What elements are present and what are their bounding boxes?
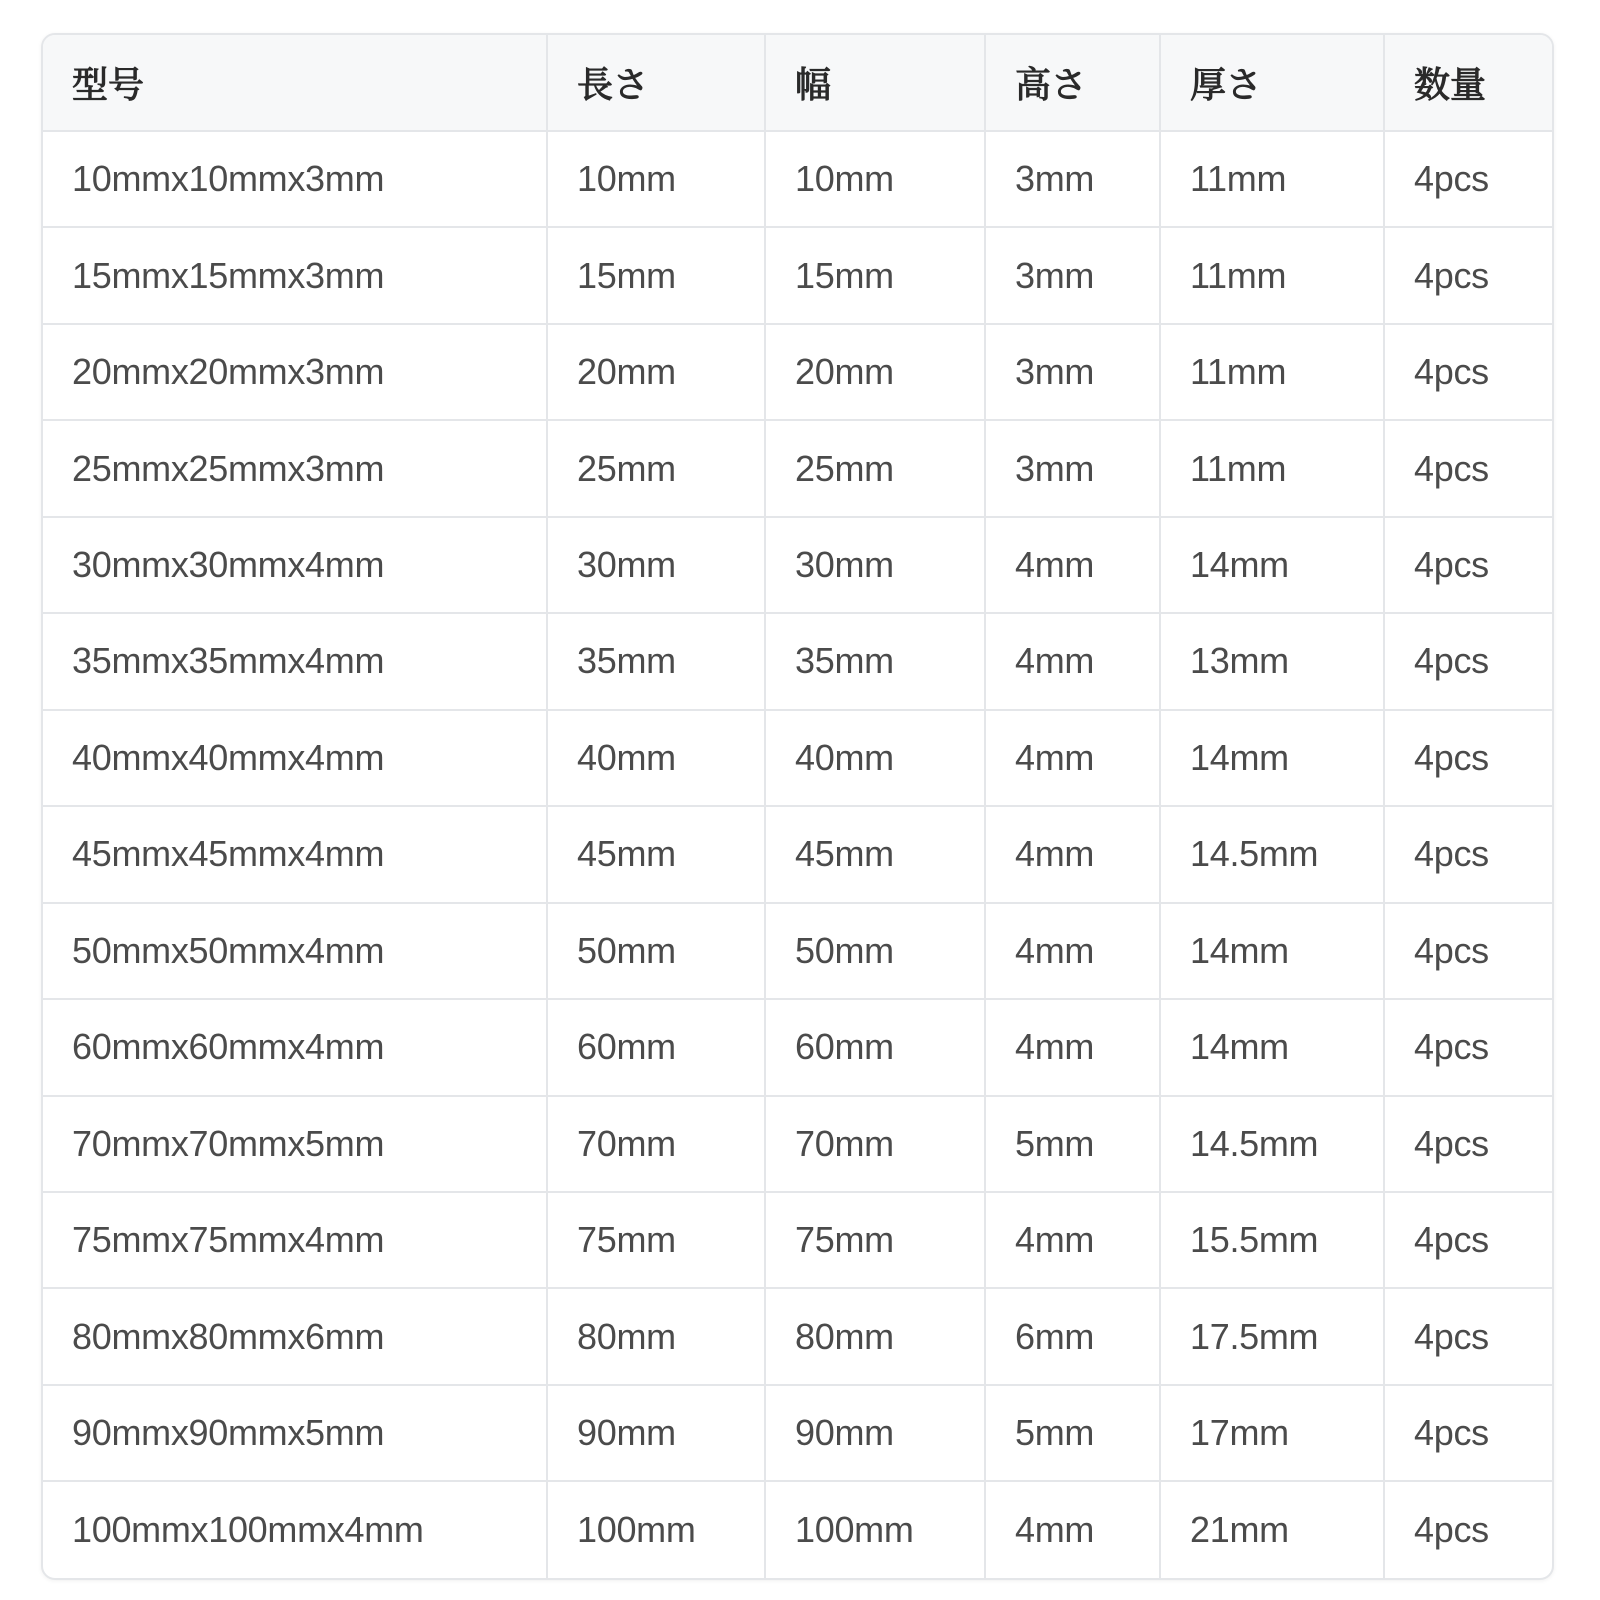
cell-width: 10mm (765, 131, 985, 227)
cell-height: 6mm (985, 1288, 1160, 1384)
cell-model: 35mmx35mmx4mm (43, 613, 547, 709)
cell-quantity: 4pcs (1384, 613, 1552, 709)
cell-model: 75mmx75mmx4mm (43, 1192, 547, 1288)
cell-model: 25mmx25mmx3mm (43, 420, 547, 516)
cell-length: 40mm (547, 710, 765, 806)
cell-quantity: 4pcs (1384, 1288, 1552, 1384)
cell-quantity: 4pcs (1384, 131, 1552, 227)
cell-model: 60mmx60mmx4mm (43, 999, 547, 1095)
cell-length: 80mm (547, 1288, 765, 1384)
table-body (43, 131, 1552, 1578)
cell-height: 4mm (985, 1192, 1160, 1288)
header-width: 幅 (765, 35, 985, 131)
cell-length: 20mm (547, 324, 765, 420)
cell-model: 80mmx80mmx6mm (43, 1288, 547, 1384)
table-row (43, 1096, 1552, 1192)
table-row (43, 324, 1552, 420)
cell-thickness: 14.5mm (1160, 806, 1384, 902)
cell-thickness: 14mm (1160, 710, 1384, 806)
cell-height: 4mm (985, 806, 1160, 902)
cell-length: 25mm (547, 420, 765, 516)
cell-quantity: 4pcs (1384, 806, 1552, 902)
spec-table-card (41, 33, 1554, 1580)
cell-height: 3mm (985, 131, 1160, 227)
cell-width: 90mm (765, 1385, 985, 1481)
cell-width: 70mm (765, 1096, 985, 1192)
cell-quantity: 4pcs (1384, 1096, 1552, 1192)
header-length: 長さ (547, 35, 765, 131)
cell-length: 100mm (547, 1481, 765, 1578)
cell-thickness: 11mm (1160, 420, 1384, 516)
cell-length: 30mm (547, 517, 765, 613)
cell-height: 4mm (985, 613, 1160, 709)
table-row (43, 517, 1552, 613)
cell-quantity: 4pcs (1384, 1192, 1552, 1288)
table-header (43, 35, 1552, 131)
cell-length: 35mm (547, 613, 765, 709)
spec-table (43, 35, 1552, 1578)
cell-width: 20mm (765, 324, 985, 420)
cell-thickness: 14.5mm (1160, 1096, 1384, 1192)
cell-thickness: 14mm (1160, 903, 1384, 999)
cell-model: 90mmx90mmx5mm (43, 1385, 547, 1481)
cell-quantity: 4pcs (1384, 710, 1552, 806)
cell-quantity: 4pcs (1384, 227, 1552, 323)
cell-height: 5mm (985, 1096, 1160, 1192)
cell-quantity: 4pcs (1384, 1385, 1552, 1481)
cell-thickness: 17.5mm (1160, 1288, 1384, 1384)
cell-length: 50mm (547, 903, 765, 999)
table-row (43, 131, 1552, 227)
cell-model: 70mmx70mmx5mm (43, 1096, 547, 1192)
cell-height: 4mm (985, 903, 1160, 999)
cell-thickness: 11mm (1160, 324, 1384, 420)
cell-width: 50mm (765, 903, 985, 999)
cell-model: 45mmx45mmx4mm (43, 806, 547, 902)
table-row (43, 1385, 1552, 1481)
header-model: 型号 (43, 35, 547, 131)
cell-width: 45mm (765, 806, 985, 902)
cell-thickness: 13mm (1160, 613, 1384, 709)
header-height: 高さ (985, 35, 1160, 131)
cell-thickness: 15.5mm (1160, 1192, 1384, 1288)
table-row (43, 420, 1552, 516)
cell-length: 45mm (547, 806, 765, 902)
cell-length: 10mm (547, 131, 765, 227)
cell-quantity: 4pcs (1384, 517, 1552, 613)
cell-width: 75mm (765, 1192, 985, 1288)
cell-quantity: 4pcs (1414, 1509, 1489, 1551)
cell-height: 3mm (985, 420, 1160, 516)
cell-quantity: 4pcs (1384, 999, 1552, 1095)
cell-model: 100mmx100mmx4mm (43, 1481, 547, 1578)
cell-height: 5mm (985, 1385, 1160, 1481)
cell-quantity: 4pcs (1384, 420, 1552, 516)
cell-thickness: 17mm (1160, 1385, 1384, 1481)
cell-quantity: 4pcs (1384, 324, 1552, 420)
header-row (43, 35, 1552, 131)
table-row (43, 999, 1552, 1095)
table-row (43, 227, 1552, 323)
header-quantity: 数量 (1384, 35, 1552, 131)
cell-thickness: 11mm (1160, 131, 1384, 227)
table-row (43, 1288, 1552, 1384)
cell-height: 4mm (985, 1481, 1160, 1578)
table-row (43, 1192, 1552, 1288)
cell-length: 60mm (547, 999, 765, 1095)
cell-width: 35mm (765, 613, 985, 709)
cell-model: 50mmx50mmx4mm (43, 903, 547, 999)
cell-model: 40mmx40mmx4mm (43, 710, 547, 806)
table-row (43, 710, 1552, 806)
table-row (43, 613, 1552, 709)
cell-width: 100mm (765, 1481, 985, 1578)
cell-length: 15mm (547, 227, 765, 323)
header-thickness: 厚さ (1160, 35, 1384, 131)
cell-length: 70mm (547, 1096, 765, 1192)
cell-width: 80mm (765, 1288, 985, 1384)
cell-height: 3mm (985, 227, 1160, 323)
cell-thickness: 14mm (1160, 517, 1384, 613)
cell-width: 25mm (765, 420, 985, 516)
table-row (43, 903, 1552, 999)
cell-model: 10mmx10mmx3mm (43, 131, 547, 227)
cell-length: 75mm (547, 1192, 765, 1288)
cell-width: 40mm (765, 710, 985, 806)
cell-thickness: 11mm (1160, 227, 1384, 323)
cell-length: 90mm (547, 1385, 765, 1481)
cell-width: 60mm (765, 999, 985, 1095)
cell-model: 20mmx20mmx3mm (43, 324, 547, 420)
cell-height: 4mm (985, 517, 1160, 613)
cell-thickness: 21mm (1160, 1481, 1384, 1578)
cell-thickness: 14mm (1160, 999, 1384, 1095)
cell-quantity: 4pcs (1384, 903, 1552, 999)
cell-width: 30mm (765, 517, 985, 613)
cell-height: 4mm (985, 999, 1160, 1095)
cell-width: 15mm (765, 227, 985, 323)
cell-model: 15mmx15mmx3mm (43, 227, 547, 323)
cell-model: 30mmx30mmx4mm (43, 517, 547, 613)
cell-height: 4mm (985, 710, 1160, 806)
table-row (43, 806, 1552, 902)
table-row (43, 1481, 1552, 1578)
cell-height: 3mm (985, 324, 1160, 420)
